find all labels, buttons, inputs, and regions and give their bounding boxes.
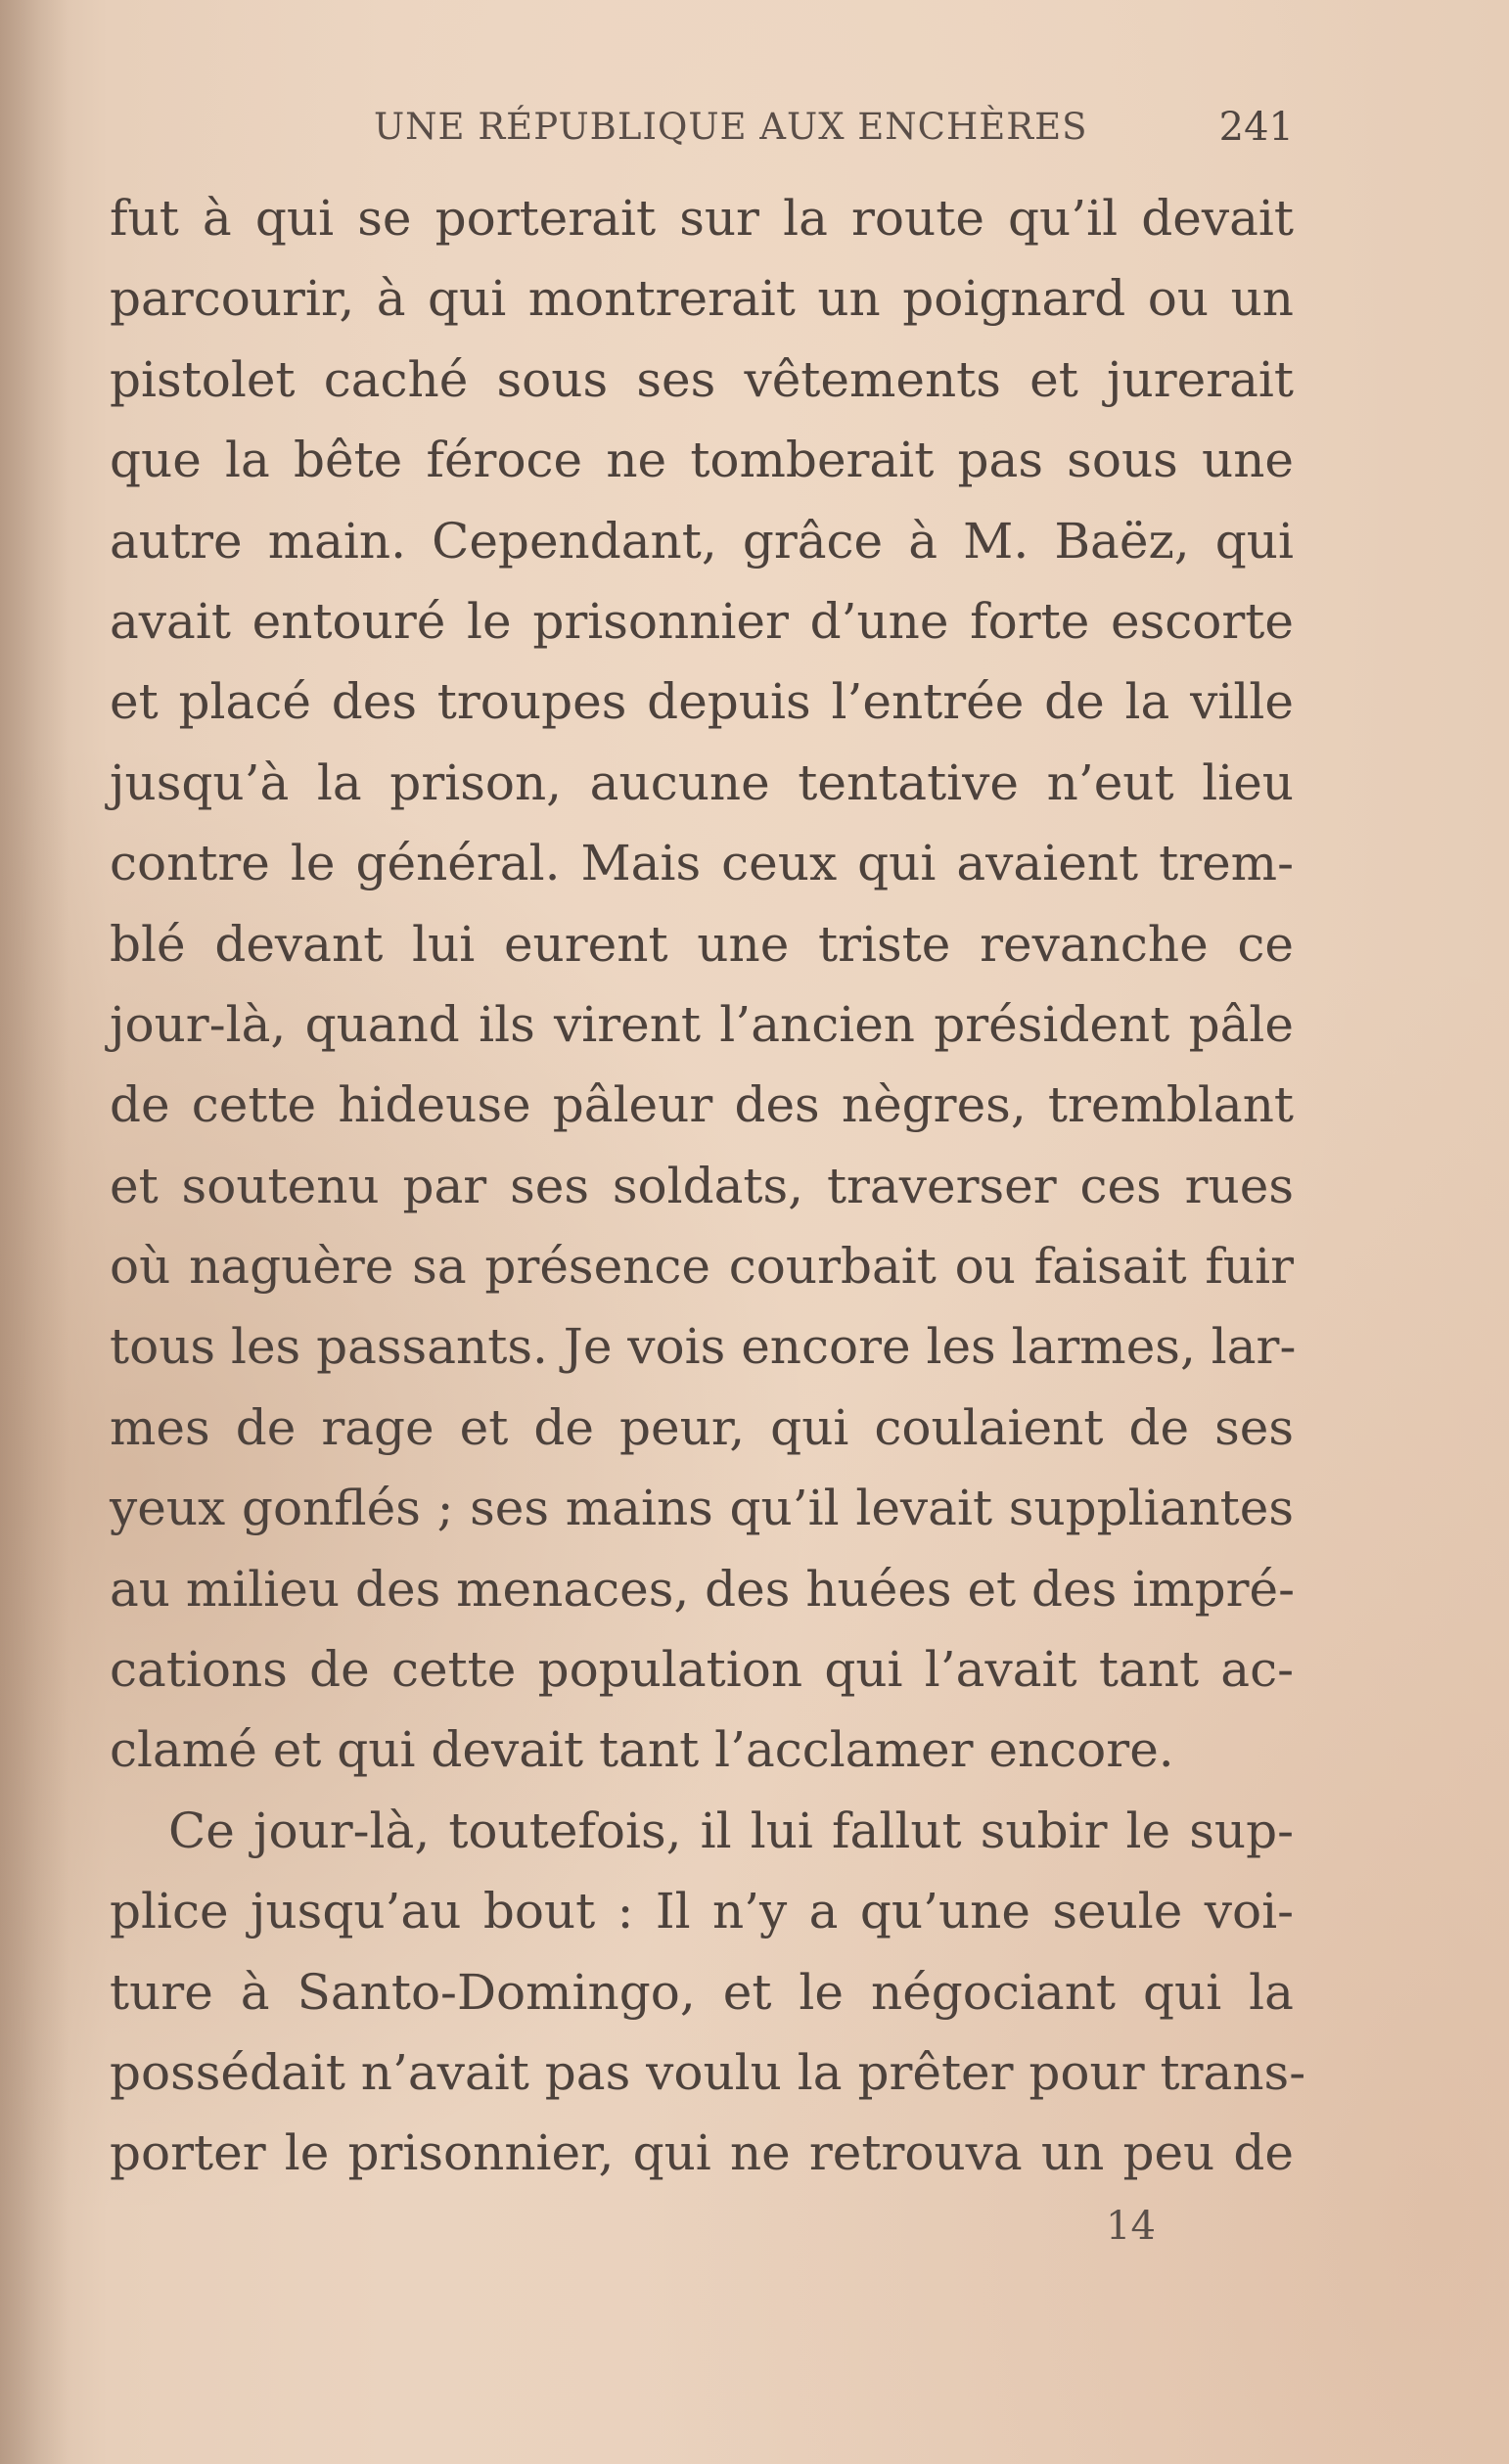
text-line: fut à qui se porterait sur la route qu’il devait (110, 190, 1294, 247)
text-line: plice jusqu’au bout : Il n’y a qu’une seule voi- (110, 1883, 1294, 1940)
text-line: Ce jour-là, toutefois, il lui fallut subir le sup- (168, 1802, 1294, 1859)
text-line: porter le prisonnier, qui ne retrouva un peu de (110, 2124, 1294, 2182)
text-line: où naguère sa présence courbait ou faisait fuir (110, 1238, 1294, 1296)
page-edge-stain (0, 0, 69, 2464)
text-line: blé devant lui eurent une triste revanche ce (110, 915, 1294, 973)
body-text (110, 178, 1306, 2194)
text-line: et soutenu par ses soldats, traverser ces rues (110, 1157, 1294, 1214)
text-line: pistolet caché sous ses vêtements et jurerait (110, 350, 1294, 408)
signature-mark: 14 (1106, 2204, 1156, 2249)
page-number: 241 (1218, 105, 1294, 150)
text-line: tous les passants. Je vois encore les larmes, lar- (110, 1318, 1297, 1376)
text-line: et placé des troupes depuis l’entrée de la ville (110, 673, 1294, 731)
text-line: jusqu’à la prison, aucune tentative n’eut lieu (110, 753, 1294, 811)
text-line: yeux gonflés ; ses mains qu’il levait suppliantes (110, 1480, 1294, 1537)
text-line: clamé et qui devait tant l’acclamer encore. (110, 1721, 1174, 1779)
text-line: mes de rage et de peur, qui coulaient de ses (110, 1398, 1294, 1456)
text-line: contre le général. Mais ceux qui avaient trem- (110, 835, 1294, 892)
text-line: cations de cette population qui l’avait tant ac- (110, 1641, 1294, 1699)
text-line: avait entouré le prisonnier d’une forte escorte (110, 592, 1294, 650)
page-header (108, 98, 1294, 157)
text-line: possédait n’avait pas voulu la prêter pour trans- (110, 2043, 1306, 2101)
text-line: que la bête féroce ne tomberait pas sous une (110, 432, 1294, 489)
running-title: UNE RÉPUBLIQUE AUX ENCHÈRES (374, 106, 1088, 148)
text-line: ture à Santo-Domingo, et le négociant qui la (110, 1963, 1294, 2021)
text-line: parcourir, à qui montrerait un poignard ou un (110, 270, 1294, 328)
text-line: jour-là, quand ils virent l’ancien président pâle (110, 995, 1294, 1053)
text-line: autre main. Cependant, grâce à M. Baëz, qui (110, 512, 1294, 570)
text-line: au milieu des menaces, des huées et des impré- (110, 1560, 1295, 1618)
text-line: de cette hideuse pâleur des nègres, tremblant (110, 1076, 1294, 1134)
